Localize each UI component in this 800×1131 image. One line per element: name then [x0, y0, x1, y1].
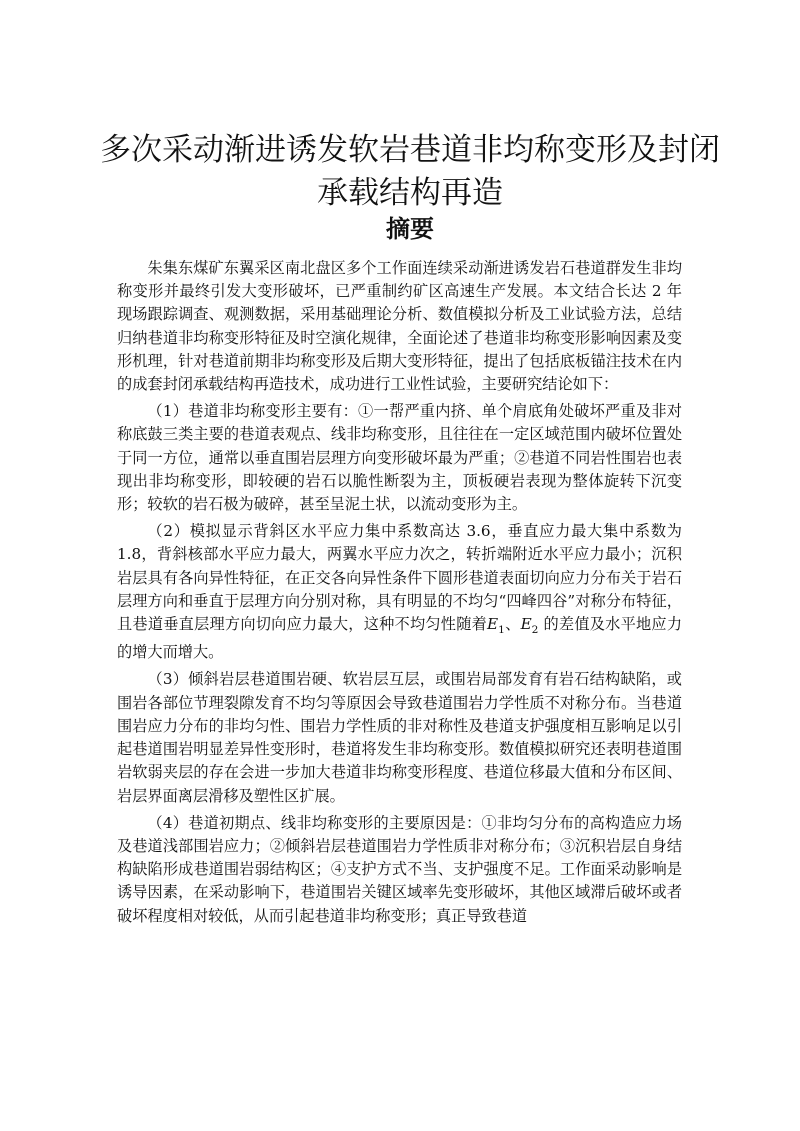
abstract-intro-paragraph: 朱集东煤矿东翼采区南北盘区多个工作面连续采动渐进诱发岩石巷道群发生非均称变形并最终引发大变形破坏，已严重制约矿区高速生产发展。本文结合长达 2 年现场跟踪调查、观测数据，采用基础理论分析、数值模拟分析及工业试验方法，总结归纳巷道非均称变形特征及时空演化规律，全面论述了巷道非均称变形影响因素及变形机理，针对巷道前期非均称变形及后期大变形特征，提出了包括底板锚注技术在内的成套封闭承载结构再造技术，成功进行工业性试验，主要研究结论如下： [117, 259, 682, 394]
conclusion-paragraph-1: （1）巷道非均称变形主要有：①一帮严重内挤、单个肩底角处破坏严重及非对称底鼓三类主要的巷道表观点、线非均称变形，且往往在一定区域范围内破坏位置处于同一方位，通常以垂直围岩层理方向变形破坏最为严重；②巷道不同岩性围岩也表现出非均称变形，即较硬的岩石以脆性断裂为主，顶板硬岩表现为整体旋转下沉变形；较软的岩石极为破碎，甚至呈泥土状，以流动变形为主。 [117, 402, 682, 514]
elastic-modulus-e2: $E_2$ [520, 615, 539, 637]
abstract-heading: 摘要 [386, 215, 434, 243]
conclusion-paragraph-2-text: （2）模拟显示背斜区水平应力集中系数高达 3.6，垂直应力最大集中系数为 1.8，背斜核部水平应力最大，两翼水平应力次之，转折端附近水平应力最小；沉积岩层具有各向异性特征，在正交各向异性条件下圆形巷道表面切向应力分布关于岩石层理方向和垂直于层理方向分别对称，具有明显的不均匀“四峰四谷”对称分布特征，且巷道垂直层理方向切向应力最大，这种不均匀性随着 [117, 522, 682, 634]
paper-title-line-2: 承载结构再造 [317, 175, 503, 211]
paper-title-line-1: 多次采动渐进诱发软岩巷道非均称变形及封闭 [100, 132, 720, 168]
elastic-modulus-e1: $E_1$ [487, 615, 505, 637]
conclusion-paragraph-2-tail: 的差值及水平地应力的增大而增大。 [117, 615, 683, 662]
conclusion-paragraph-2 [117, 520, 682, 664]
conclusion-paragraph-4: （4）巷道初期点、线非均称变形的主要原因是：①非均匀分布的高构造应力场及巷道浅部围岩应力；②倾斜岩层巷道围岩力学性质非对称分布；③沉积岩层自身结构缺陷形成巷道围岩弱结构区；④支护方式不当、支护强度不足。工作面采动影响是诱导因素，在采动影响下，巷道围岩关键区域率先变形破坏，其他区域滞后破坏或者破坏程度相对较低，从而引起巷道非均称变形；真正导致巷道 [117, 813, 682, 925]
conclusion-paragraph-3: （3）倾斜岩层巷道围岩硬、软岩层互层，或围岩局部发育有岩石结构缺陷，或围岩各部位节理裂隙发育不均匀等原因会导致巷道围岩力学性质不对称分布。当巷道围岩应力分布的非均匀性、围岩力学性质的非对称性及巷道支护强度相互影响足以引起巷道围岩明显差异性变形时，巷道将发生非均称变形。数值模拟研究还表明巷道围岩软弱夹层的存在会进一步加大巷道非均称变形程度、巷道位移最大值和分布区间、岩层界面离层滑移及塑性区扩展。 [117, 670, 682, 805]
abstract-body [117, 257, 682, 932]
separator: 、 [504, 615, 521, 634]
